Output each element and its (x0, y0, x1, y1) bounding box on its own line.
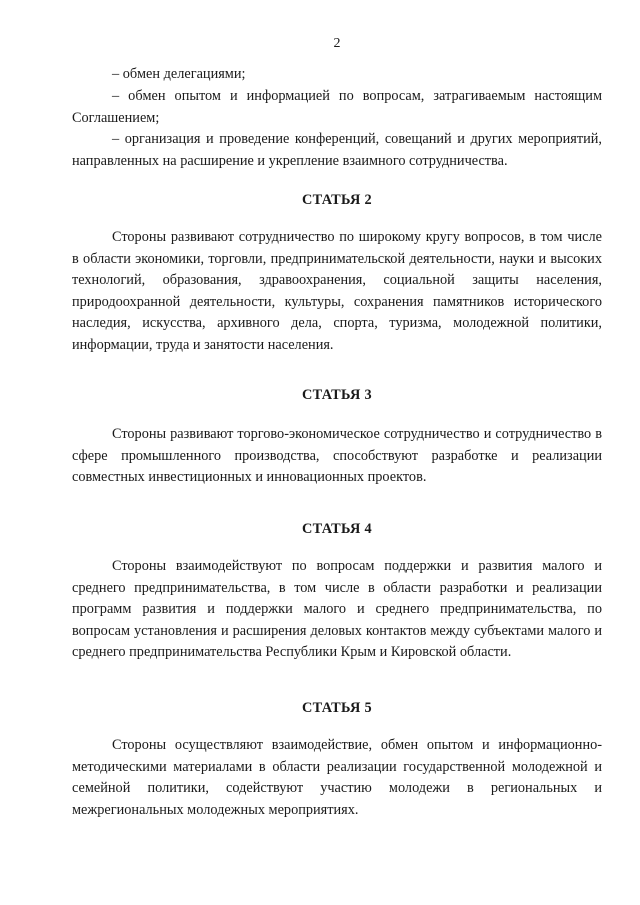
list-item-experience-exchange: – обмен опытом и информацией по вопросам, затрагиваемым настоящим Соглашением; (72, 88, 602, 126)
article-3-text: Стороны развивают торгово-экономическое сотрудничество и сотрудничество в сфере промышленного производства, способствуют разработке и реализации совместных инвестиционных и инновационных проектов. (72, 426, 602, 485)
list-item-conferences: – организация и проведение конференций, совещаний и других мероприятий, направленных на расширение и укрепление взаимного сотрудничества. (72, 131, 602, 169)
article-2-text: Стороны развивают сотрудничество по широкому кругу вопросов, в том числе в области экономики, торговли, предпринимательской деятельности, науки и высоких технологий, образования, здравоохранения, социальной защиты населения, природоохранной деятельности, культуры, сохранения памятников исторического наследия, искусства, архивного дела, спорта, туризма, молодежной политики, информации, труда и занятости населения. (72, 229, 602, 353)
page-number: 2 (333, 36, 341, 51)
list-item-delegations: – обмен делегациями; (112, 66, 246, 82)
article-4-text: Стороны взаимодействуют по вопросам поддержки и развития малого и среднего предпринимательства, в том числе в области разработки и реализации программ развития и поддержки малого и среднего предпринимательства, по вопросам установления и расширения деловых контактов между субъектами малого и среднего предпринимательства Республики Крым и Кировской области. (72, 558, 602, 660)
article-4-heading: СТАТЬЯ 4 (302, 521, 372, 537)
article-5-heading: СТАТЬЯ 5 (302, 700, 372, 716)
article-5-text: Стороны осуществляют взаимодействие, обмен опытом и информационно-методическими материалами в области реализации государственной молодежной и семейной политики, содействуют участию молодежи в региональных и межрегиональных молодежных мероприятиях. (72, 737, 602, 818)
article-3-heading: СТАТЬЯ 3 (302, 387, 372, 403)
article-2-heading: СТАТЬЯ 2 (302, 192, 372, 208)
